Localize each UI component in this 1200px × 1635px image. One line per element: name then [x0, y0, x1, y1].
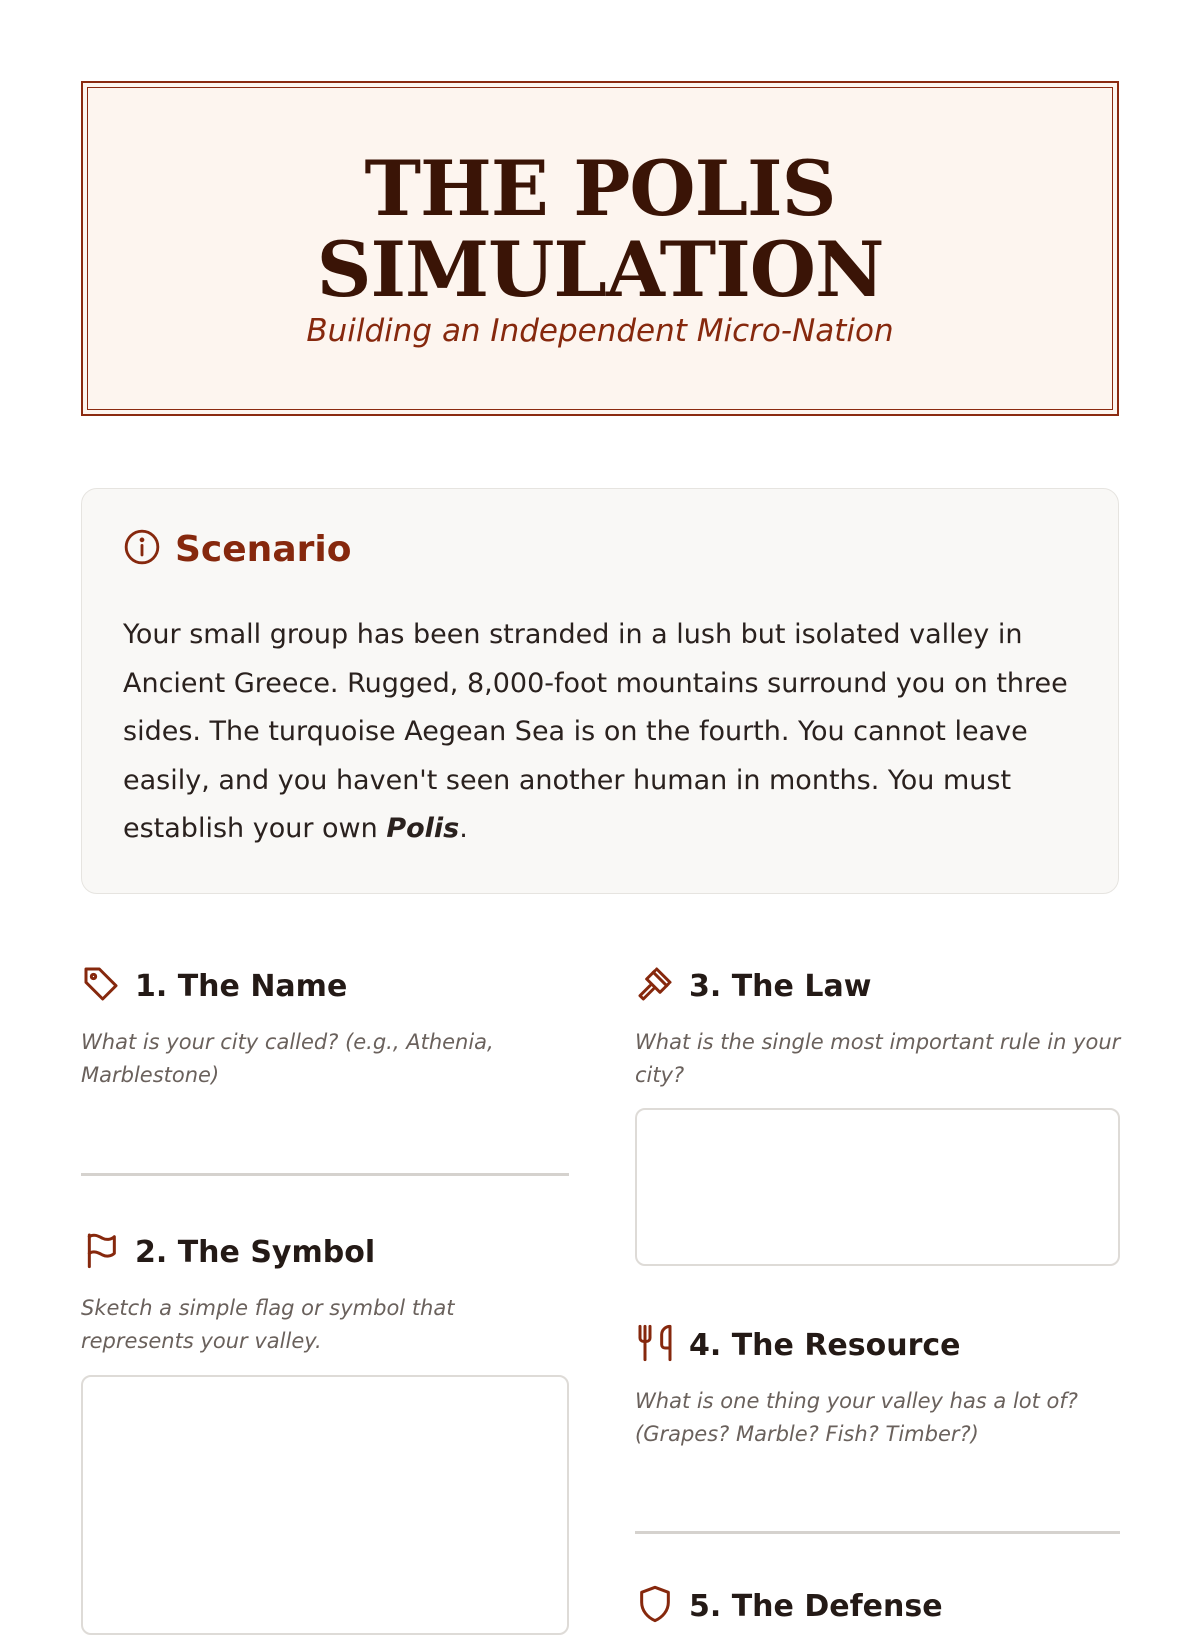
section-defense [635, 1586, 1123, 1626]
section-law-title: 3. The Law [689, 968, 872, 1004]
section-defense-title: 5. The Defense [689, 1588, 943, 1624]
scenario-card [81, 488, 1119, 894]
section-name-prompt: What is your city called? (e.g., Athenia, Marblestone) [81, 1030, 494, 1087]
section-symbol-prompt: Sketch a simple flag or symbol that represents your valley. [81, 1296, 455, 1353]
page-title-line-2: SIMULATION [316, 225, 884, 314]
resource-answer-line[interactable] [635, 1531, 1120, 1534]
tag-icon [81, 964, 121, 1008]
scenario-body-end: . [459, 813, 468, 844]
scenario-heading [123, 527, 351, 571]
section-name [81, 966, 569, 1092]
section-symbol [81, 1232, 569, 1358]
law-answer-box[interactable] [635, 1108, 1120, 1266]
info-icon [123, 528, 161, 570]
section-name-title: 1. The Name [135, 968, 348, 1004]
gavel-icon [635, 964, 675, 1008]
name-answer-line[interactable] [81, 1173, 569, 1176]
scenario-text [123, 611, 1083, 854]
flag-icon [81, 1230, 121, 1274]
section-resource-title: 4. The Resource [689, 1327, 961, 1363]
section-resource-prompt: What is one thing your valley has a lot of? (Grapes? Marble? Fish? Timber?) [635, 1389, 1078, 1446]
section-law-prompt: What is the single most important rule in your city? [635, 1030, 1121, 1087]
page-subtitle: Building an Independent Micro-Nation [306, 313, 894, 349]
section-law [635, 966, 1123, 1092]
symbol-sketch-box[interactable] [81, 1375, 569, 1635]
title-banner [81, 81, 1119, 416]
page-title-line-1: THE POLIS [364, 144, 836, 233]
scenario-emphasis-polis: Polis [386, 813, 460, 844]
section-symbol-title: 2. The Symbol [135, 1234, 376, 1270]
scenario-body-text: Your small group has been stranded in a lush but isolated valley in Ancient Greece. Rugged, 8,000-foot mountains surround you on three sides. The turquoise Aegean Sea is on the fourth. You cannot leave easily, and you haven't seen another human in months. You must establish your own [123, 619, 1068, 844]
shield-icon [635, 1584, 675, 1628]
scenario-title: Scenario [175, 528, 352, 570]
section-resource [635, 1325, 1123, 1451]
utensils-icon [635, 1323, 675, 1367]
